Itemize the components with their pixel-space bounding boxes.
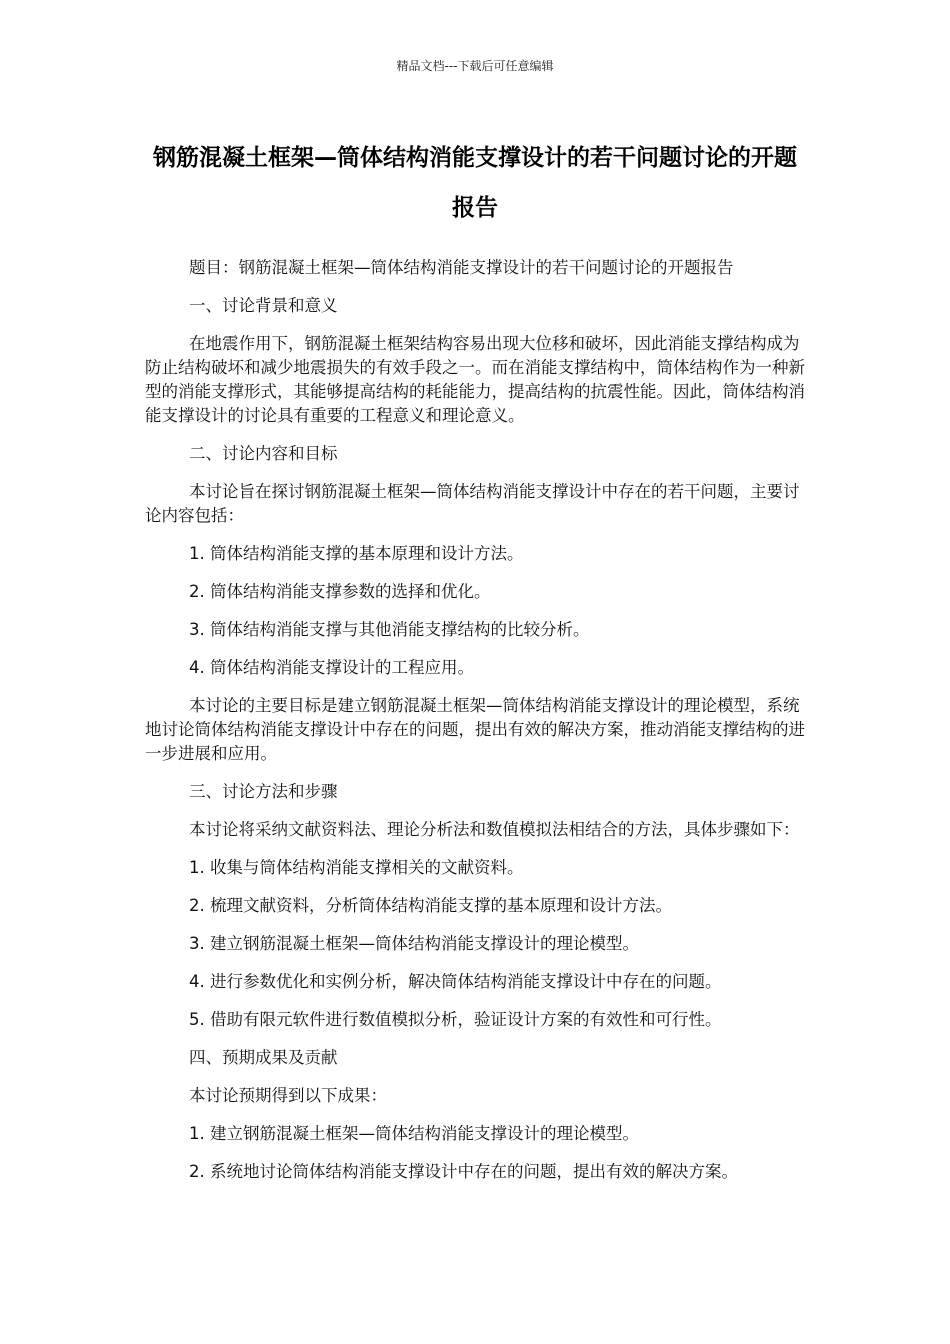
section-heading-content: 二、讨论内容和目标 bbox=[189, 444, 338, 463]
list-item: 4. 进行参数优化和实例分析，解决筒体结构消能支撑设计中存在的问题。 bbox=[189, 972, 722, 991]
list-item: 3. 建立钢筋混凝土框架—筒体结构消能支撑设计的理论模型。 bbox=[189, 934, 639, 953]
method-intro: 本讨论将采纳文献资料法、理论分析法和数值模拟法相结合的方法，具体步骤如下： bbox=[189, 820, 800, 839]
section-heading-background: 一、讨论背景和意义 bbox=[189, 296, 338, 315]
list-item: 1. 筒体结构消能支撑的基本原理和设计方法。 bbox=[189, 544, 524, 563]
list-item: 1. 建立钢筋混凝土框架—筒体结构消能支撑设计的理论模型。 bbox=[189, 1124, 639, 1143]
list-item: 2. 筒体结构消能支撑参数的选择和优化。 bbox=[189, 582, 491, 601]
list-item: 2. 梳理文献资料，分析筒体结构消能支撑的基本原理和设计方法。 bbox=[189, 896, 672, 915]
list-item: 5. 借助有限元软件进行数值模拟分析，验证设计方案的有效性和可行性。 bbox=[189, 1010, 722, 1029]
list-item: 2. 系统地讨论筒体结构消能支撑设计中存在的问题，提出有效的解决方案。 bbox=[189, 1162, 738, 1181]
subject-line: 题目：钢筋混凝土框架—筒体结构消能支撑设计的若干问题讨论的开题报告 bbox=[189, 258, 734, 277]
list-item: 1. 收集与筒体结构消能支撑相关的文献资料。 bbox=[189, 858, 524, 877]
section-heading-results: 四、预期成果及贡献 bbox=[189, 1048, 338, 1067]
list-item: 4. 筒体结构消能支撑设计的工程应用。 bbox=[189, 658, 474, 677]
list-item: 3. 筒体结构消能支撑与其他消能支撑结构的比较分析。 bbox=[189, 620, 590, 639]
document-title: 钢筋混凝土框架—筒体结构消能支撑设计的若干问题讨论的开题报告 bbox=[153, 145, 797, 221]
section-heading-method: 三、讨论方法和步骤 bbox=[189, 782, 338, 801]
background-paragraph: 在地震作用下，钢筋混凝土框架结构容易出现大位移和破坏，因此消能支撑结构成为防止结构破坏和减少地震损失的有效手段之一。而在消能支撑结构中，筒体结构作为一种新型的消能支撑形式，其能够提高结构的耗能能力，提高结构的抗震性能。因此，筒体结构消能支撑设计的讨论具有重要的工程意义和理论意义。 bbox=[145, 334, 805, 425]
header-note: 精品文档---下载后可任意编辑 bbox=[396, 59, 554, 73]
document-body bbox=[145, 256, 807, 1198]
content-goal: 本讨论的主要目标是建立钢筋混凝土框架—筒体结构消能支撑设计的理论模型，系统地讨论筒体结构消能支撑设计中存在的问题，提出有效的解决方案，推动消能支撑结构的进一步进展和应用。 bbox=[145, 696, 805, 763]
results-intro: 本讨论预期得到以下成果： bbox=[189, 1086, 387, 1105]
content-intro: 本讨论旨在探讨钢筋混凝土框架—筒体结构消能支撑设计中存在的若干问题，主要讨论内容包括： bbox=[145, 482, 800, 525]
